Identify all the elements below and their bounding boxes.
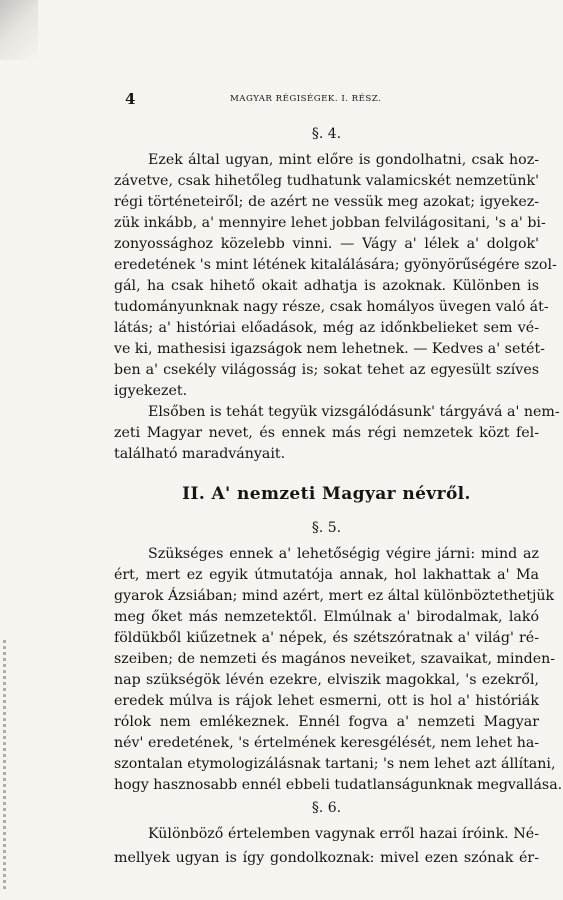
text-line: tudományunknak nagy része, csak homályos üvegen való át- [114, 299, 549, 315]
section-5-mark: §. 5. [311, 520, 342, 536]
text-line: ért, mert ez egyik útmutatója annak, hol lakhattak a' Ma [114, 567, 539, 583]
text-line: Szükséges ennek a' lehetőségig végire járni: mind az [148, 546, 539, 562]
text-line: szeiben; de nemzeti és magános neveiket, szavaikat, minden- [114, 651, 556, 667]
section-6-mark: §. 6. [311, 800, 342, 816]
text-line: régi történeteiről; de azért ne vessük meg azokat; igyekez- [114, 194, 539, 210]
text-line: Különböző értelemben vagynak erről hazai íróink. Né- [148, 826, 539, 842]
text-line: zonyossághoz közelebb vinni. — Vágy a' lélek a' dolgok' [114, 236, 539, 252]
page-header [125, 90, 545, 108]
text-line: ve ki, mathesisi igazságok nem lehetnek. — Kedves a' setét- [114, 341, 545, 357]
text-line: meg őket más nemzetektől. Elmúlnak a' birodalmak, lakó [114, 609, 539, 625]
text-line: rólok nem emlékeznek. Ennél fogva a' nemzeti Magyar [114, 714, 539, 730]
text-line: igyekezet. [114, 383, 188, 399]
text-line: mellyek ugyan is így gondolkoznak: mivel ezen szónak ér- [114, 850, 539, 866]
running-head: MAGYAR RÉGISÉGEK. I. RÉSZ. [230, 94, 382, 104]
text-line: található maradványait. [114, 446, 286, 462]
text-line: földükből kiűzetnek a' népek, és szétszóratnak a' világ' ré- [114, 630, 539, 646]
page-number: 4 [125, 90, 136, 108]
text-line: závetve, csak hihetőleg tudhatunk valamicskét nemzetünk' [114, 173, 539, 189]
text-line: Elsőben is tehát tegyük vizsgálódásunk' tárgyává a' nem- [148, 404, 560, 420]
text-line: Ezek által ugyan, mint előre is gondolhatni, csak hoz- [148, 152, 539, 168]
text-line: zük inkább, a' mennyire lehet jobban felvilágositani, 's a' bi- [114, 215, 546, 231]
text-line: ben a' csekély világosság is; sokat tehet az egyesült szíves [114, 362, 539, 378]
text-line: hogy hasznosabb ennél ebbeli tudatlanságunknak megvallása. [114, 777, 563, 793]
text-line: eredetének 's mint létének kitalálására; gyönyörűségére szol- [114, 257, 557, 273]
text-line: név' eredetének, 's értelmének keresgélését, nem lehet ha- [114, 735, 540, 751]
section-4-mark: §. 4. [311, 126, 342, 142]
text-line: zeti Magyar nevet, és ennek más régi nemzetek közt fel- [114, 425, 539, 441]
text-line: nap szükségök lévén ezekre, elviszik magokkal, 's ezekről, [114, 672, 539, 688]
binding-edge [3, 640, 6, 890]
text-line: gyarok Ázsiában; mind azért, mert ez által különböztethetjük [114, 588, 555, 604]
text-line: gál, ha csak hihető okait adhatja is azoknak. Különben is [114, 278, 539, 294]
text-line: eredek múlva is rájok lehet esmerni, ott is hol a' históriák [114, 693, 539, 709]
scan-shadow [0, 0, 38, 60]
text-line: látás; a' históriai előadások, még az időnkbelieket sem vé- [114, 320, 539, 336]
text-line: szontalan etymologizálásnak tartani; 's nem lehet azt állítani, [114, 756, 556, 772]
chapter-title: II. A' nemzeti Magyar névről. [182, 484, 471, 504]
